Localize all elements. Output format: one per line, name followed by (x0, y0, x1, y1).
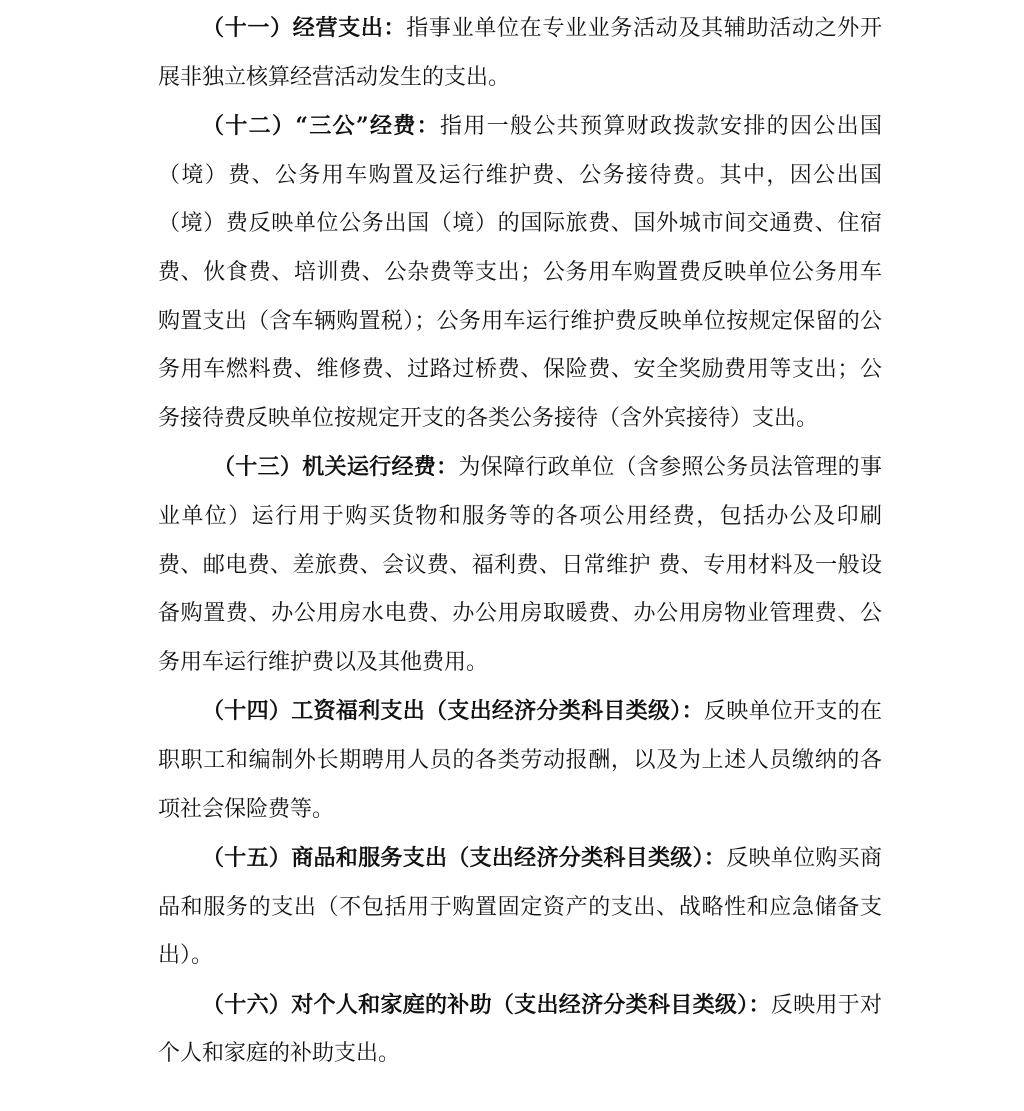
term-heading: （十一）经营支出： (202, 15, 407, 41)
term-heading: （十二）“三公”经费： (202, 113, 440, 140)
paragraph-operating-expenditure (158, 4, 882, 102)
paragraph-agency-operating-funds (158, 443, 882, 687)
term-heading: （十四）工资福利支出（支出经济分类科目类级）： (202, 698, 704, 725)
term-definition: 反映用于对个人和家庭的补助支出。 (158, 992, 882, 1067)
paragraph-goods-services-expenditure (158, 834, 882, 981)
term-definition: 反映单位购买商品和服务的支出（不包括用于购置固定资产的支出、战略性和应急储备支出）。 (158, 846, 882, 969)
term-heading: （十三）机关运行经费： (213, 454, 459, 481)
term-definition: 反映单位开支的在职职工和编制外长期聘用人员的各类劳动报酬，以及为上述人员缴纳的各项社会保险费等。 (158, 699, 882, 822)
term-heading: （十六）对个人和家庭的补助（支出经济分类科目类级）： (202, 991, 771, 1018)
term-definition: 为保障行政单位（含参照公务员法管理的事业单位）运行用于购买货物和服务等的各项公用经费，包括办公及印刷费、邮电费、差旅费、会议费、福利费、日常维护 费、专用材料及一般设备购置费、办公用房水电费、办公用房取暖费、办公用房物业管理费、公务用车运行维护费以及其他费用。 (158, 455, 882, 675)
term-definition: 指用一般公共预算财政拨款安排的因公出国（境）费、公务用车购置及运行维护费、公务接待费。其中，因公出国（境）费反映单位公务出国（境）的国际旅费、国外城市间交通费、住宿费、伙食费、培训费、公杂费等支出；公务用车购置费反映单位公务用车购置支出（含车辆购置税）；公务用车运行维护费反映单位按规定保留的公务用车燃料费、维修费、过路过桥费、保险费、安全奖励费用等支出；公务接待费反映单位按规定开支的各类公务接待（含外宾接待）支出。 (158, 114, 882, 431)
paragraph-individual-family-subsidy (158, 981, 882, 1079)
paragraph-wage-welfare-expenditure (158, 687, 882, 834)
document-body (158, 4, 882, 1079)
term-definition: 指事业单位在专业业务活动及其辅助活动之外开展非独立核算经营活动发生的支出。 (158, 16, 882, 90)
paragraph-three-public-expenses (158, 102, 882, 443)
term-heading: （十五）商品和服务支出（支出经济分类科目类级）： (202, 845, 727, 872)
